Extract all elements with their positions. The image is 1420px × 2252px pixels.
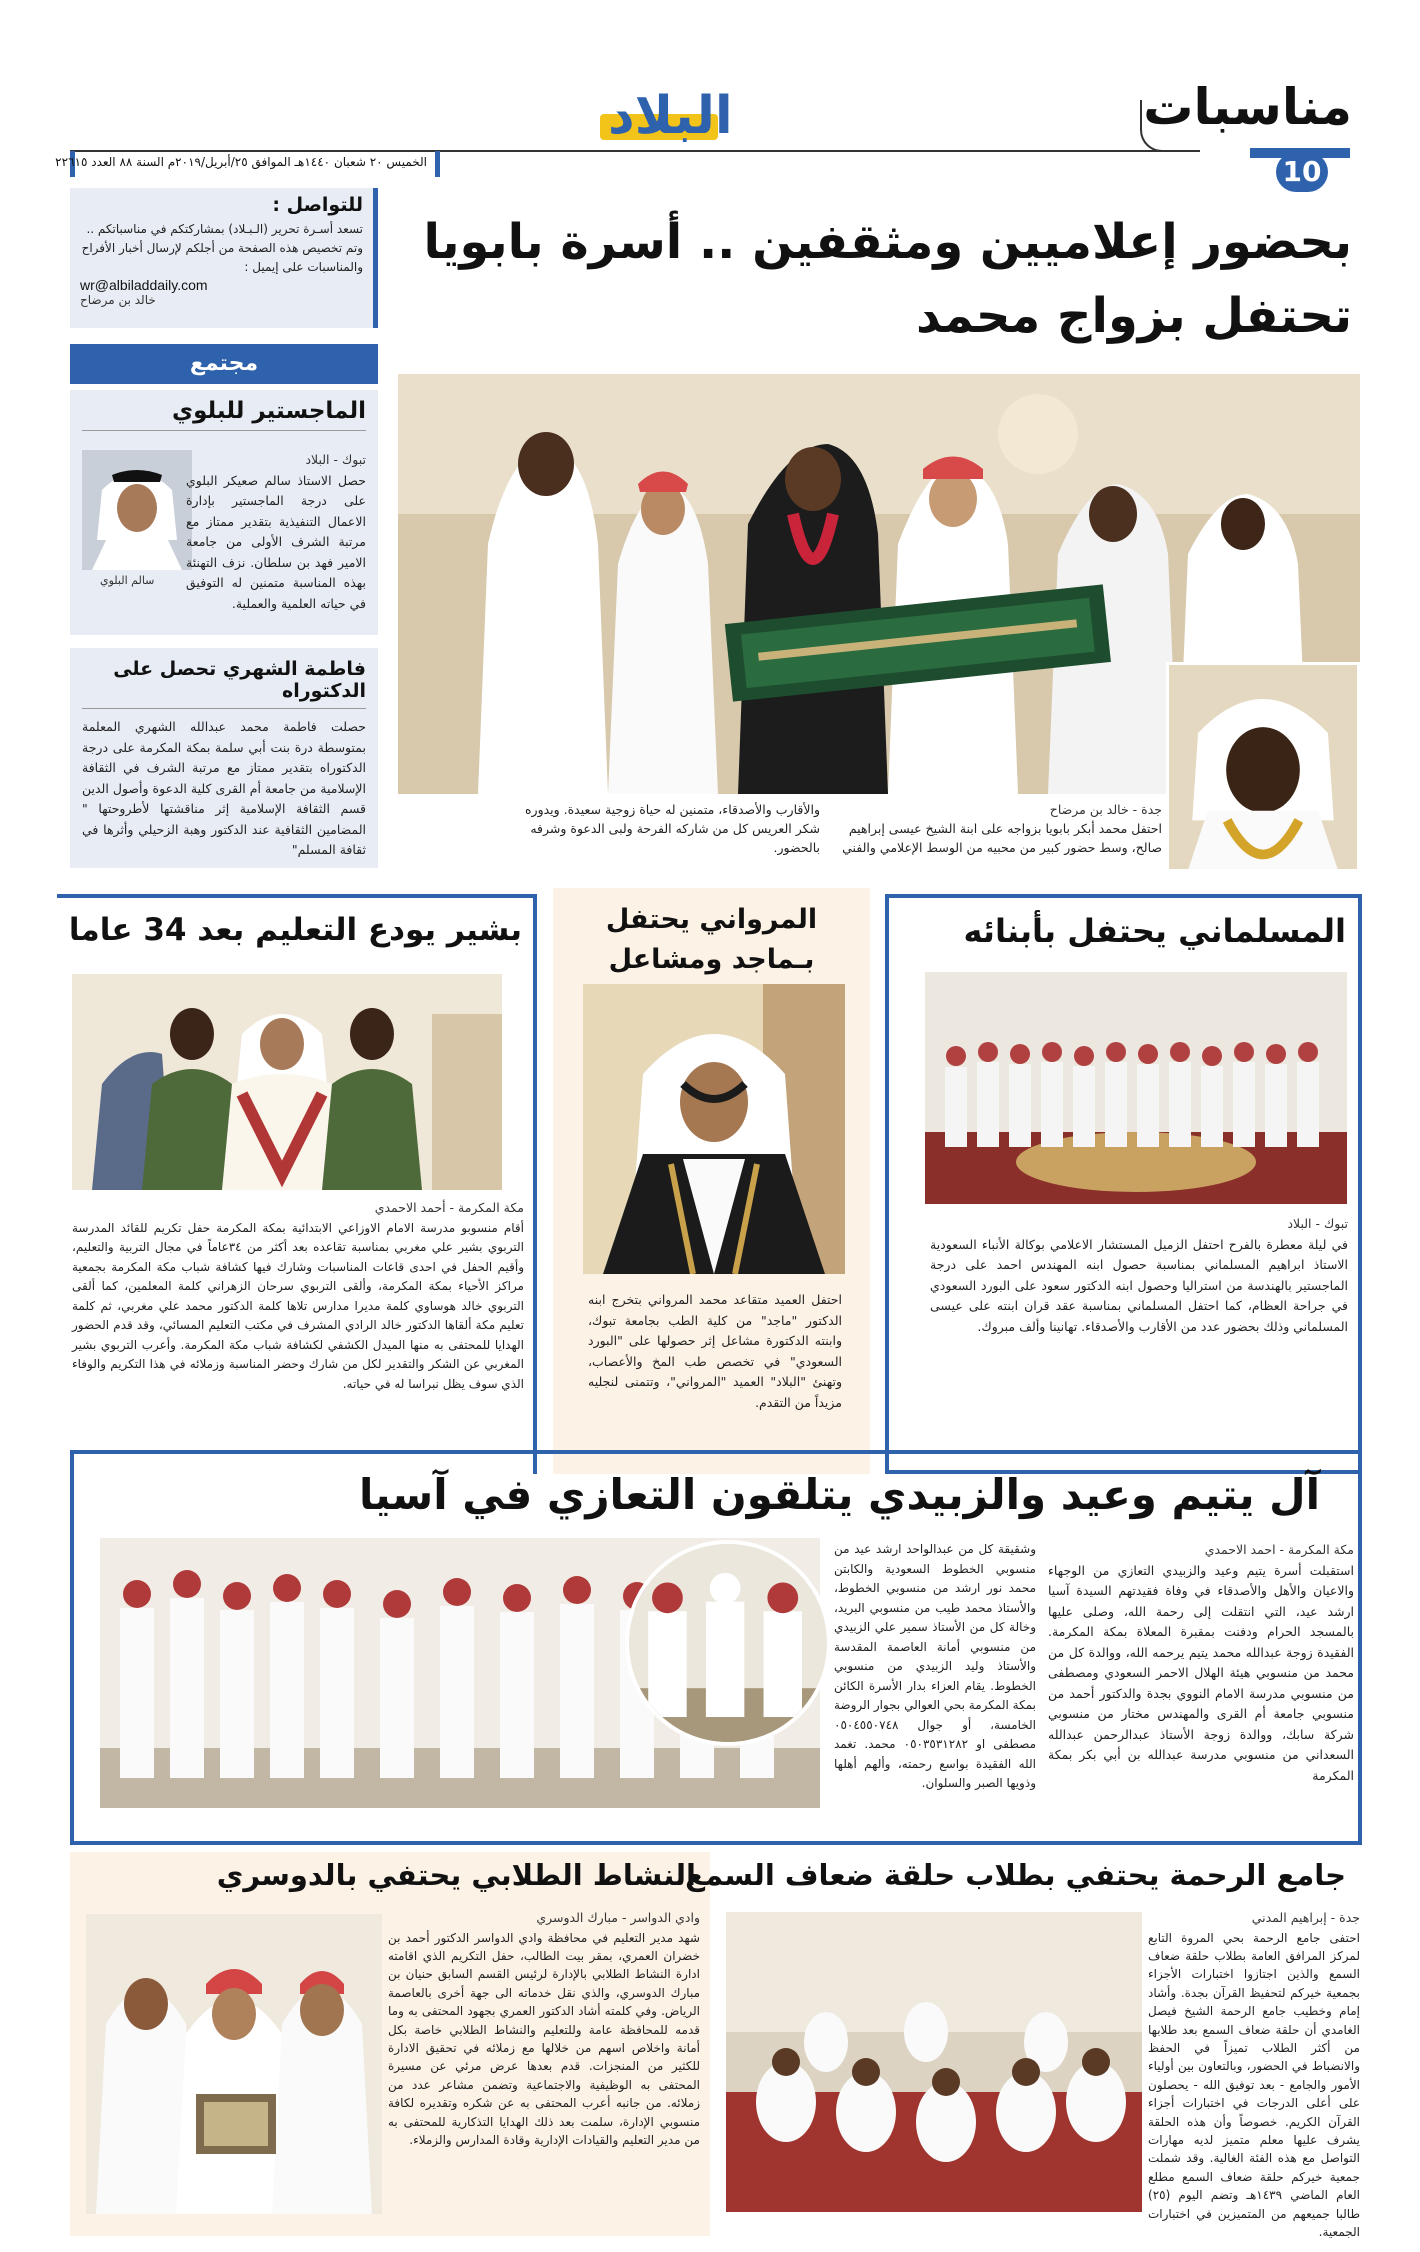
rahma-dateline: جدة - إبراهيم المدني [1251, 1910, 1360, 1925]
bashir-body [72, 1198, 524, 1394]
condolence-body-right [1048, 1540, 1354, 1786]
brief-doctorate [70, 648, 378, 868]
condolence-body-left: وشقيقة كل من عبدالواحد ارشد عيد من منسوبي الخطوط السعودية والكابتن محمد نور ارشد من منسوبي الخطوط، والأستاذ محمد طيب من منسوبي البريد، وخالة كل من الأستاذ سمير علي الزبيدي من منسوبي أمانة العاصمة المقدسة والأستاذ وليد الزبيدي من منسوبي الخطوط. يقام العزاء بدار الأسرة الكائن بمكة المكرمة بحي العوالي بجوار الروضة الخامسة، أو جوال ٠٥٠٤٥٥٠٧٤٨ مصطفى او ٠٥٠٣٥٣١٢٨٢ محمد. تغمد الله الفقيدة بواسع رحمته، وألهم أهلها وذويها الصبر والسلوان. [834, 1542, 1036, 1790]
muslimani-photo [925, 972, 1347, 1204]
main-caption-left [500, 800, 820, 857]
muslimani-body [930, 1214, 1348, 1337]
marwani-headline-1: المرواني يحتفل [605, 904, 818, 935]
contact-box [70, 188, 378, 328]
masthead [0, 0, 1420, 190]
brief-masters-text: حصل الاستاذ سالم صعيكر البلوي على درجة الماجستير بإدارة الاعمال التنفيذية بتقدير ممتاز مع مرتبة الشرف الأولى من جامعة الامير فهد بن سلطان. نزف التهنئة بهذه المناسبة متمنين له التوفيق في حياته العلمية والعملية. [186, 472, 366, 611]
muslimani-headline: المسلماني يحتفل بأبنائه [963, 912, 1346, 950]
rahma-text: احتفى جامع الرحمة بحي المروة التابع لمركز المرافق العامة بطلاب حلقة ضعاف السمع والذين اجتازوا اختبارات الأجزاء بجمعية خيركم لتحفيظ القرآن بجدة. وأشاد إمام وخطيب جامع الرحمة الشيخ فيصل الغامدي أن حلقة ضعاف السمع بعد طلابها من أكثر الطلاب تميزاً في الحفظ والانضباط في الحضور، وبالتعاون بين أولياء الأمور والجامع - بعد توفيق الله - يحصلون على أعلى الدرجات في اختبارات أجزاء القرآن الكريم. خصوصاً وأن هذه الحلقة يشرف عليها معلم متميز لديه مهارات التواصل مع هذه الفئة الغالية. وقد شملت جمعية خيركم حلقة ضعاف السمع مطلع العام الماضي ١٤٣٩هـ وتضم اليوم (٢٥) طالبا جميعهم من المتميزين في اختبارات الجمعية. [1148, 1930, 1360, 2239]
salem-portrait [82, 450, 192, 570]
rahma-photo [726, 1912, 1142, 2212]
contact-email[interactable]: wr@albiladdaily.com [80, 277, 208, 293]
brief-masters [70, 390, 378, 635]
brief-doctorate-title: فاطمة الشهري تحصل على الدكتوراه [82, 658, 366, 709]
dosari-dateline: وادي الدواسر - مبارك الدوسري [536, 1910, 700, 1925]
section-title: مناسبات [1143, 78, 1352, 136]
muslimani-dateline: تبوك - البلاد [1287, 1216, 1348, 1231]
marwani-photo [583, 984, 845, 1274]
contact-text: تسعد أسـرة تحرير (الـبـلاد) بمشاركتكم في مناسباتكم .. وتم تخصيص هذه الصفحة من أجلكم لإرسال أخبار الأفراح والمناسبات على إيميل : [81, 222, 363, 274]
main-headline-2: تحتفل بزواج محمد [915, 288, 1352, 344]
condolence-headline: آل يتيم وعيد والزبيدي يتلقون التعازي في آسيا [359, 1470, 1320, 1519]
dosari-body [388, 1908, 700, 2149]
bashir-text: أقام منسوبو مدرسة الامام الاوزاعي الابتدائية بمكة المكرمة حفل تكريم للقائد المدرسة التربوي بشير علي مغربي بمناسبة تقاعده بعد أكثر من ٣٤عاماً في مجال التربية والتعليم، وأقيم الحفل في احدى قاعات المناسبات وشارك فيها كشافة شباب مكة المكرمة بجمعية مراكز الأحياء بمكة المكرمة، وألقى التربوي سرحان الزهراني كلمة المعلمين، كما ألقى التربوي خالد هوساوي كلمة مديرا مدارس تلاها كلمة الدكتور محمد علي مغربي، ثم كلمة تعليم مكة ألقاها الدكتور خالد الرادي المشرف في مكتب التعليم المسائي، وقد قدم الحضور الهدايا للمحتفى به منها الميدل الكشفي لكشافة شباب مكة المكرمة. وأعرب التربوي بشير المغربي عن الشكر والتقدير لكل من شارك وحضر المناسبة وزملائه في هذا التكريم والوفاء الذي سوف يظل نبراسا له في حياته. [72, 1220, 524, 1391]
salem-portrait-caption: سالم البلوي [100, 574, 155, 587]
community-label: مجتمع [189, 351, 259, 376]
muslimani-text: في ليلة معطرة بالفرح احتفل الزميل المستشار الاعلامي بوكالة الأنباء السعودية الاستاذ ابراهيم المسلماني بمناسبة حصول ابنه المهندس احمد على درجة الماجستير بالهندسة من استراليا وحصول ابنه الدكتور سعود على البورد السعودي في جراحة العظام، كما احتفل المسلماني بمناسبة عقد قران ابنته على عيسى المسلماني وذلك بحضور عدد من الأقارب والأصدقاء. تهانينا وألف مبروك. [930, 1236, 1348, 1334]
main-inset-portrait [1166, 662, 1360, 872]
bashir-photo [72, 974, 502, 1190]
main-caption-right [832, 800, 1162, 857]
condolence-dateline: مكة المكرمة - احمد الاحمدي [1204, 1542, 1354, 1557]
rahma-headline: جامع الرحمة يحتفي بطلاب حلقة ضعاف السمع [685, 1858, 1346, 1892]
main-dateline: جدة - خالد بن مرضاح [1049, 802, 1162, 817]
condolence-inset-photo [625, 1540, 831, 1746]
brief-doctorate-text: حصلت فاطمة محمد عبدالله الشهري المعلمة بمتوسطة درة بنت أبي سلمة بمكة المكرمة على درجة الدكتوراه بتقدير ممتاز مع مرتبة الشرف في الثقافة الإسلامية من جامعة أم القرى كلية الدعوة وأصول الدين قسم الثقافة الإسلامية إثر مناقشتها لأطروحتها " المضامين الثقافية عند الدكتور وهبة الزحيلي وأثرها في ثقافة المسلم" [82, 719, 366, 857]
main-headline-1: بحضور إعلاميين ومثقفين .. أسرة بابويا [423, 214, 1352, 270]
main-caption-right-text: احتفل محمد أبكر بابويا بزواجه على ابنة الشيخ عيسى إبراهيم صالح، وسط حضور كبير من محبيه من الوسط الإعلامي والفني [842, 821, 1162, 855]
page-number-badge: 10 [1276, 152, 1328, 192]
logo-text: البلاد [608, 86, 733, 146]
brief-masters-title: الماجستير للبلوي [82, 398, 366, 431]
brief-masters-dateline: تبوك - البلاد [305, 452, 366, 467]
community-label-bar [70, 344, 378, 384]
brief-masters-body [186, 450, 366, 614]
marwani-headline-2: بـماجد ومشاعل [608, 944, 815, 975]
marwani-body: احتفل العميد متقاعد محمد المرواني بتخرج ابنه الدكتور "ماجد" من كلية الطب بجامعة تبوك، وابنته الدكتورة مشاعل إثر حصولها على "البورد السعودي" في تخصص طب المخ والأعصاب، وتهنئ "البلاد" العميد "المرواني"، وتتمنى لنجليه مزيداً من التقدم. [588, 1292, 842, 1410]
main-caption-left-text: والأقارب والأصدقاء، متمنين له حياة زوجية سعيدة. ويدوره شكر العريس كل من شاركه الفرحة ولبى الدعوة وشرفه بالحضور. [524, 802, 820, 855]
newspaper-logo [600, 84, 740, 152]
condolence-text-right: استقبلت أسرة يتيم وعيد والزبيدي التعازي من الوجهاء والاعيان والأهل والأصدقاء في وفاة فقيدتهم السيدة آسيا ارشد عيد، التي انتقلت إلى رحمة الله، وصلى عليها بالمسجد الحرام ودفنت بمقبرة المعلاة بمكة المكرمة. الفقيدة زوجة عبدالله محمد يتيم يرحمه الله، ووالدة كل من محمد من منسوبي هيئة الهلال الاحمر السعودي ومصطفى من منسوبي مدرسة الامام النووي بجدة والدكتور أحمد من منسوبي جامعة أم القرى والمهندس مختار من منسوبي شركة سابك، ووالدة زوجة الأستاذ عبدالرحمن عبدالله السعداني من منسوبي مدرسة عبدالله بن أبي بكر بمكة المكرمة [1048, 1562, 1354, 1783]
top-rule-curve [1140, 100, 1200, 152]
contact-title: للتواصل : [272, 194, 363, 216]
dosari-headline: النشاط الطلابي يحتفي بالدوسري [216, 1858, 696, 1892]
dosari-photo [86, 1914, 382, 2214]
rahma-body [1148, 1908, 1360, 2241]
bashir-dateline: مكة المكرمة - أحمد الاحمدي [374, 1200, 524, 1215]
bashir-headline: بشير يودع التعليم بعد 34 عاما [68, 912, 522, 948]
issue-dateline: الخميس ٢٠ شعبان ١٤٤٠هـ الموافق ٢٥/أبريل/٢٠١٩م السنة ٨٨ العدد ٢٢٦١٥ [55, 155, 427, 169]
contact-author: خالد بن مرضاح [80, 293, 156, 307]
dateline-bar [55, 151, 440, 177]
dosari-text: شهد مدير التعليم في محافظة وادي الدواسر الدكتور أحمد بن خضران العمري، بمقر بيت الطالب، حفل التكريم الذي اقامته ادارة النشاط الطلابي بالإدارة لرئيس القسم السابق حنيان بن مبارك الدوسري، والذي نقل خدماته الى جهة أخرى بالعاصمة الرياض. وفي كلمته أشاد الدكتور العمري بجهود المحتفى به وما قدمه للمحافظة عامة وللتعليم والنشاط الطلابي خاصة بكل أمانة واخلاص اسهم من خلالها مع زملائه في تحقيق الادارة للكثير من المنجزات. قدم بعدها عرض مرئي عن مسيرة المحتفى به الوظيفية والاجتماعية وتضمن مشاعر عدد من زملائه. من جانبه أعرب المحتفى به عن شكره وتقديره لكافة منسوبي الإدارة، سلمت بعد ذلك الهدايا التذكارية للمحتفى به من مدير التعليم والقيادات الإدارية وقادة المدارس والزملاء. [388, 1930, 700, 2147]
